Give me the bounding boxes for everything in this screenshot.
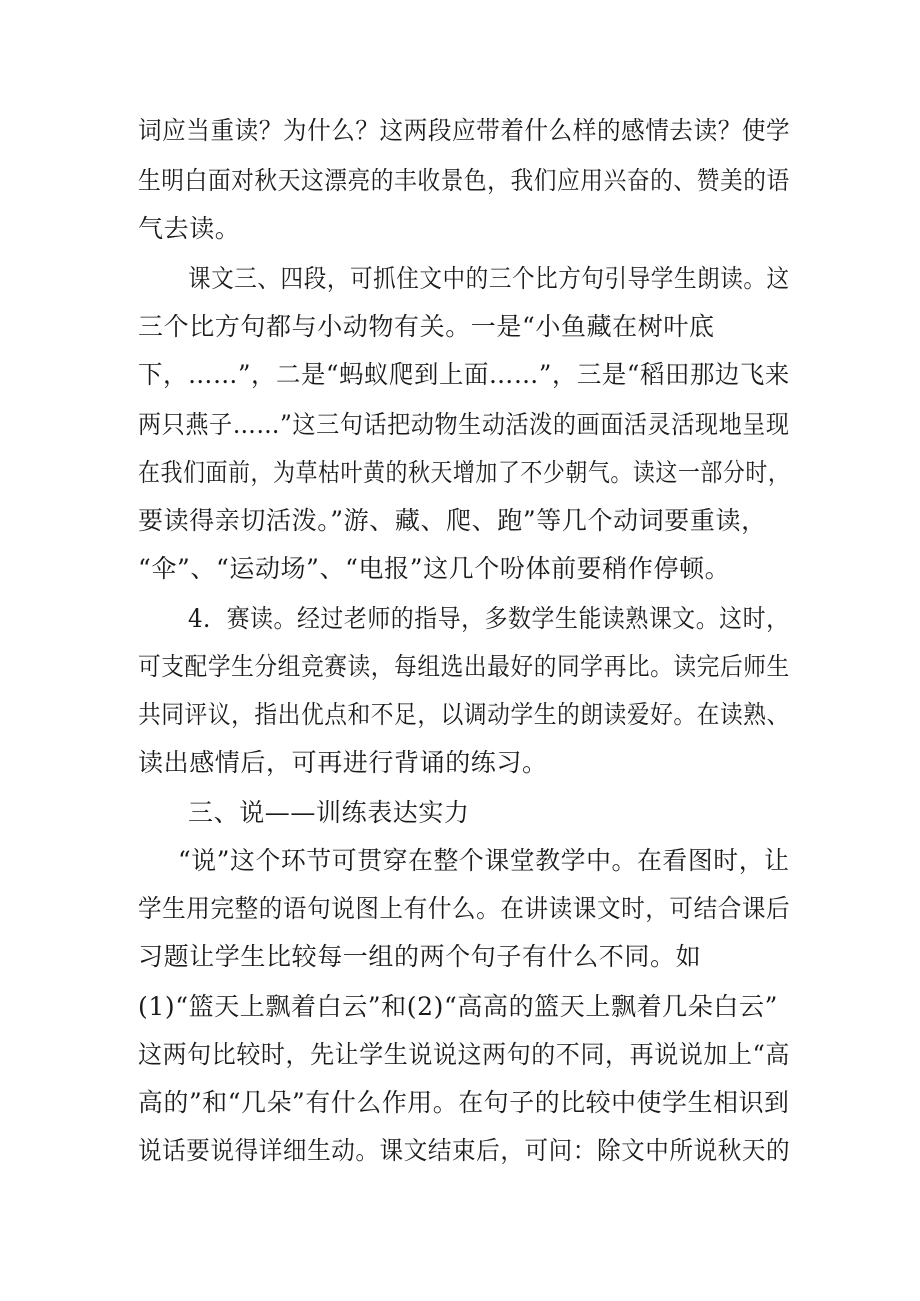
text-line: 词应当重读？为什么？这两段应带着什么样的感情去读？使学 <box>138 116 791 145</box>
text-line: 在我们面前，为草枯叶黄的秋天增加了不少朝气。读这一部分时， <box>138 458 791 487</box>
text-line: 气去读。 <box>138 214 241 243</box>
text-line: 可支配学生分组竞赛读，每组选出最好的同学再比。读完后师生 <box>138 652 790 681</box>
text-line: 高的”和“几朵”有什么作用。在句子的比较中使学生相识到 <box>138 1088 790 1117</box>
text-line: 学生用完整的语句说图上有什么。在讲读课文时，可结合课后 <box>138 894 791 923</box>
paragraph-start-line: 课文三、四段，可抓住文中的三个比方句引导学生朗读。这 <box>188 264 790 293</box>
text-line: 三个比方句都与小动物有关。一是“小鱼藏在树叶底 <box>138 312 715 341</box>
text-line: 习题让学生比较每一组的两个句子有什么不同。如 <box>138 942 702 971</box>
text-line: 读出感情后，可再进行背诵的练习。 <box>138 748 548 777</box>
text-line: 共同评议，指出优点和不足，以调动学生的朗读爱好。在读熟、 <box>138 700 790 729</box>
text-line: 生明白面对秋天这漂亮的丰收景色，我们应用兴奋的、赞美的语 <box>138 166 790 195</box>
paragraph-start-line: 4．赛读。经过老师的指导，多数学生能读熟课文。这时， <box>188 604 790 633</box>
paragraph-start-line: “说”这个环节可贯穿在整个课堂教学中。在看图时，让 <box>178 846 790 875</box>
text-line: “伞”、“运动场”、“电报”这几个吩体前要稍作停顿。 <box>138 554 731 583</box>
text-line: 两只燕子……”这三句话把动物生动活泼的画面活灵活现地呈现 <box>138 410 790 439</box>
text-line: 要读得亲切活泼。”游、藏、爬、跑”等几个动词要重读， <box>138 506 767 535</box>
text-line: 这两句比较时，先让学生说说这两句的不同，再说说加上“高 <box>138 1040 790 1069</box>
text-line: 下，……”，二是“蚂蚁爬到上面……”，三是“稻田那边飞来 <box>138 360 790 389</box>
section-heading: 三、说——训练表达实力 <box>188 798 470 827</box>
text-line: (1)“篮天上飘着白云”和(2)“高高的篮天上飘着几朵白云” <box>138 992 778 1021</box>
text-line: 说话要说得详细生动。课文结束后，可问：除文中所说秋天的 <box>138 1136 791 1165</box>
